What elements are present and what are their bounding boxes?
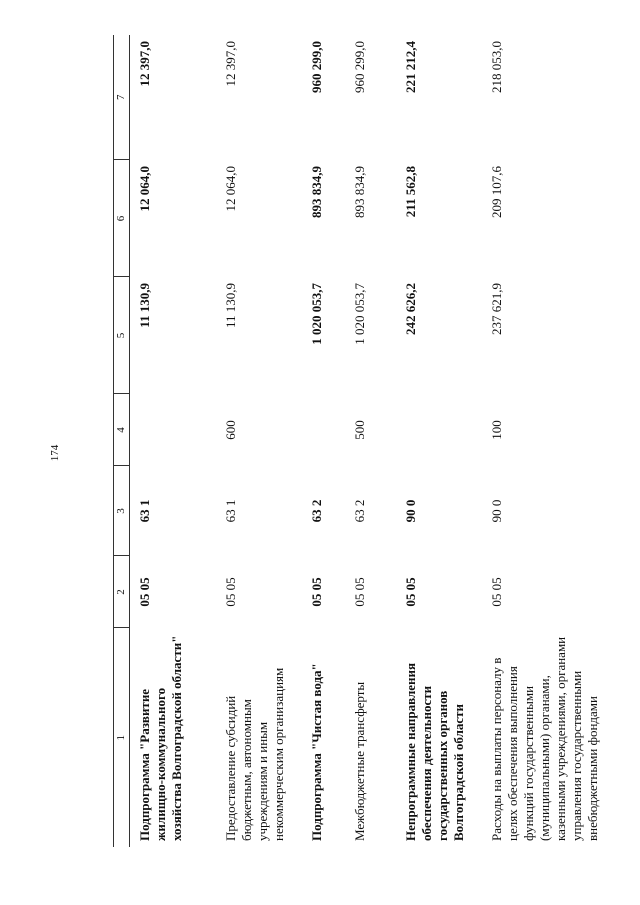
column-header: 4 [114,394,130,466]
target-code: 63 1 [223,499,238,523]
amount-year-1: 242 626,2 [403,283,418,335]
table-row [216,35,302,847]
expense-type [302,394,345,466]
table-row [482,35,640,847]
amount-year-2: 893 834,9 [352,166,367,218]
amount-year-1: 1 020 053,7 [309,283,324,345]
expense-type: 500 [352,420,367,440]
amount-year-3: 218 053,0 [489,41,504,93]
row-name: Предоставление субсидий бюджетным, автономным учреждениям и иным некоммерческим организациям [223,667,286,841]
column-header: 5 [114,277,130,394]
column-number-row [114,35,130,847]
amount-year-2: 209 107,6 [489,166,504,218]
amount-year-1: 237 621,9 [489,283,504,335]
target-code: 90 0 [403,499,418,523]
amount-year-2: 893 834,9 [309,166,324,218]
table-row [396,35,482,847]
amount-year-3: 960 299,0 [309,41,324,93]
section-code: 05 05 [223,577,238,607]
amount-year-1: 1 020 053,7 [352,283,367,345]
column-header: 2 [114,556,130,628]
page-number: 174 [49,444,61,462]
budget-table-rotated [113,35,604,847]
target-code: 63 2 [309,499,324,523]
amount-year-3: 960 299,0 [352,41,367,93]
section-code: 05 05 [309,577,324,607]
amount-year-3: 12 397,0 [223,41,238,87]
table-row [345,35,396,847]
column-header: 6 [114,160,130,277]
expense-type: 100 [489,420,504,440]
table-row [130,35,217,847]
column-header: 3 [114,466,130,556]
column-header: 1 [114,628,130,847]
target-code: 63 2 [352,499,367,523]
section-code: 05 05 [137,577,152,607]
table-row [302,35,345,847]
amount-year-3: 12 397,0 [137,41,152,87]
section-code: 05 05 [403,577,418,607]
amount-year-2: 12 064,0 [223,166,238,212]
expense-type [130,394,217,466]
row-name: Непрограммные направления обеспечения деятельности государственных органов Волгоградской области [403,662,466,841]
section-code: 05 05 [489,577,504,607]
expense-type: 600 [223,420,238,440]
expense-type [396,394,482,466]
amount-year-2: 12 064,0 [137,166,152,212]
amount-year-1: 11 130,9 [223,283,238,329]
row-name: Межбюджетные трансферты [352,681,367,841]
row-name: Подпрограмма "Развитие жилищно-коммунального хозяйства Волгоградской области" [137,635,184,841]
column-header: 7 [114,35,130,160]
amount-year-3: 221 212,4 [403,41,418,93]
target-code: 90 0 [489,499,504,523]
target-code: 63 1 [137,499,152,523]
row-name: Подпрограмма "Чистая вода" [309,663,324,841]
amount-year-2: 211 562,8 [403,166,418,218]
amount-year-1: 11 130,9 [137,283,152,328]
section-code: 05 05 [352,577,367,607]
budget-table [113,35,640,847]
row-name: Расходы на выплаты персоналу в целях обеспечения выполнения функций государственными (муниципальными) органами, казенными учреждениями, органами управления государственными внебюджетными фондами [489,636,600,841]
